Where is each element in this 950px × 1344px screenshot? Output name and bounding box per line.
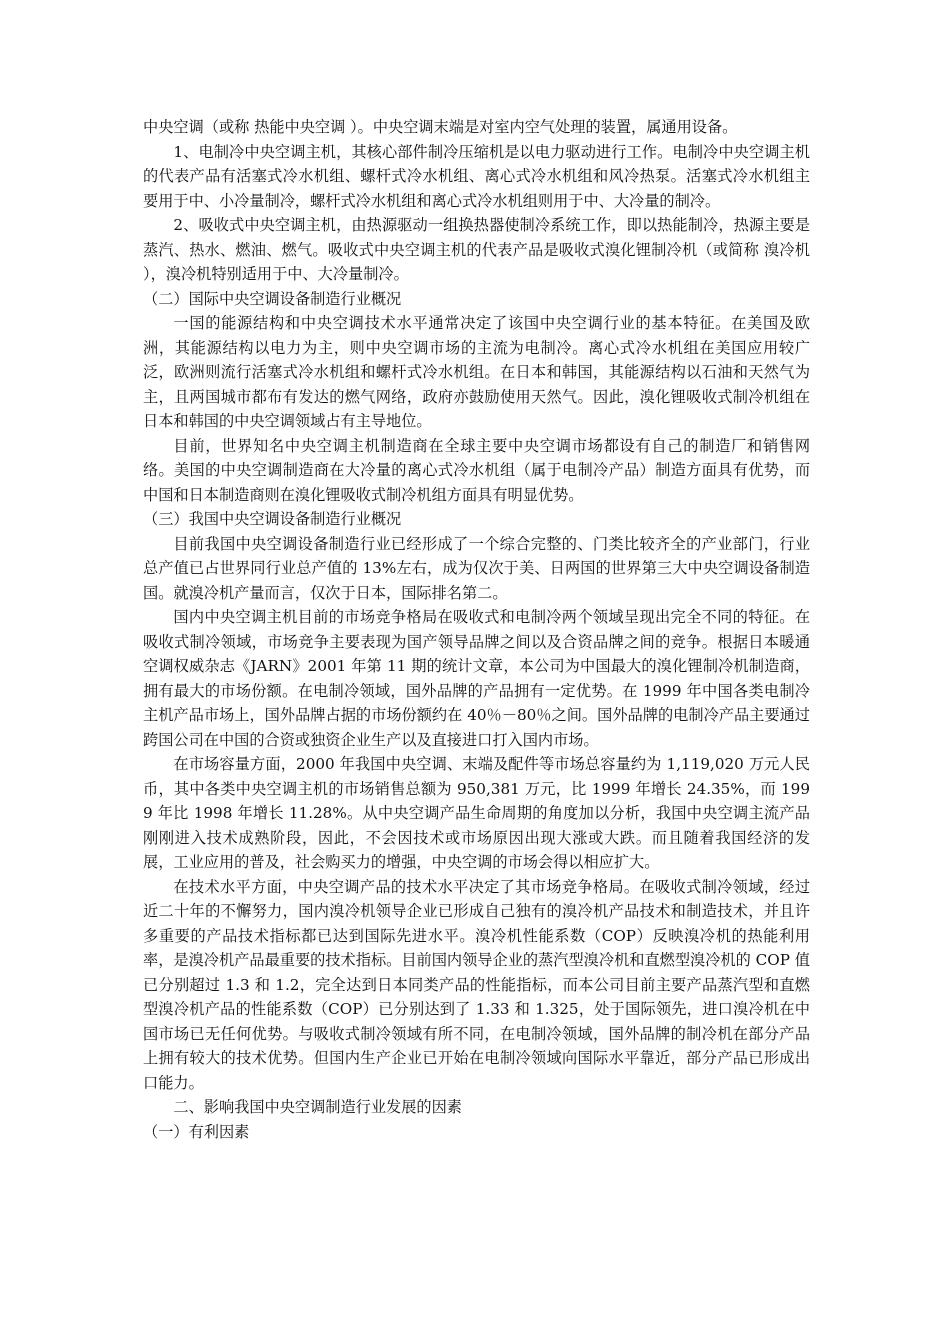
document-page xyxy=(143,115,810,1144)
paragraph-domestic-industry: 目前我国中央空调设备制造行业已经形成了一个综合完整的、门类比较齐全的产业部门，行业总产值已占世界同行业总产值的 13%左右，成为仅次于美、日两国的世界第三大中央空调设备制造国。就溴冷机产量而言，仅次于日本，国际排名第二。 xyxy=(143,534,810,602)
paragraph-global-manufacturers: 目前，世界知名中央空调主机制造商在全球主要中央空调市场都设有自己的制造厂和销售网络。美国的中央空调制造商在大冷量的离心式冷水机组（属于电制冷产品）制造方面具有优势，而中国和日本制造商则在溴化锂吸收式制冷机组方面具有明显优势。 xyxy=(143,436,810,504)
paragraph-central-ac-terminal: 中央空调（或称 热能中央空调 ）。中央空调末端是对室内空气处理的装置，属通用设备。 xyxy=(143,118,738,136)
paragraph-absorption-chiller: 2、吸收式中央空调主机，由热源驱动一组换热器使制冷系统工作，即以热能制冷，热源主要是蒸汽、热水、燃油、燃气。吸收式中央空调主机的代表产品是吸收式溴化锂制冷机（或简称 溴冷机 ），溴冷机特别适用于中、大冷量制冷。 xyxy=(143,216,810,283)
section-heading-factors: 二、影响我国中央空调制造行业发展的因素 xyxy=(173,1098,462,1116)
section-heading-favorable: （一）有利因素 xyxy=(143,1122,250,1141)
section-heading-domestic: （三）我国中央空调设备制造行业概况 xyxy=(143,510,402,528)
paragraph-energy-structure: 一国的能源结构和中央空调技术水平通常决定了该国中央空调行业的基本特征。在美国及欧洲，其能源结构以电力为主，则中央空调市场的主流为电制冷。离心式冷水机组在美国应用较广泛，欧洲则流行活塞式冷水机组和螺杆式冷水机组。在日本和韩国，其能源结构以石油和天然气为主，且两国城市都布有发达的燃气网络，政府亦鼓励使用天然气。因此，溴化锂吸收式制冷机组在日本和韩国的中央空调领域占有主导地位。 xyxy=(143,314,810,430)
paragraph-market-capacity: 在市场容量方面，2000 年我国中央空调、末端及配件等市场总容量约为 1,119,020 万元人民币，其中各类中央空调主机的市场销售总额为 950,381 万元，比 1999 年增长 24.35%，而 1999 年比 1998 年增长 11.28%。从中央空调产品生命周期的角度加以分析，我国中央空调主流产品刚刚进入技术成熟阶段，因此，不会因技术或市场原因出现大涨或大跌。而且随着我国经济的发展，工业应用的普及，社会购买力的增强，中央空调的市场会得以相应扩大。 xyxy=(143,755,810,871)
paragraph-market-competition: 国内中央空调主机目前的市场竞争格局在吸收式和电制冷两个领域呈现出完全不同的特征。在吸收式制冷领域，市场竞争主要表现为国产领导品牌之间以及合资品牌之间的竞争。根据日本暖通空调权威杂志《JARN》2001 年第 11 期的统计文章，本公司为中国最大的溴化锂制冷机制造商，拥有最大的市场份额。在电制冷领域，国外品牌的产品拥有一定优势。在 1999 年中国各类电制冷主机产品市场上，国外品牌占据的市场份额约在 40％－80％之间。国外品牌的电制冷产品主要通过跨国公司在中国的合资或独资企业生产以及直接进口打入国内市场。 xyxy=(143,608,810,749)
paragraph-electric-chiller: 1、电制冷中央空调主机，其核心部件制冷压缩机是以电力驱动进行工作。电制冷中央空调主机的代表产品有活塞式冷水机组、螺杆式冷水机组、离心式冷水机组和风冷热泵。活塞式冷水机组主要用于中、小冷量制冷，螺杆式冷水机组和离心式冷水机组则用于中、大冷量的制冷。 xyxy=(143,142,810,210)
paragraph-technology-level: 在技术水平方面，中央空调产品的技术水平决定了其市场竞争格局。在吸收式制冷领域，经过近二十年的不懈努力，国内溴冷机领导企业已形成自己独有的溴冷机产品技术和制造技术，并且许多重要的产品技术指标都已达到国际先进水平。溴冷机性能系数（COP）反映溴冷机的热能利用率，是溴冷机产品最重要的技术指标。目前国内领导企业的蒸汽型溴冷机和直燃型溴冷机的 COP 值已分别超过 1.3 和 1.2，完全达到日本同类产品的性能指标，而本公司目前主要产品蒸汽型和直燃型溴冷机产品的性能系数（COP）已分别达到了 1.33 和 1.325，处于国际领先，进口溴冷机在中国市场已无任何优势。与吸收式制冷领域有所不同，在电制冷领域，国外品牌的制冷机在部分产品上拥有较大的技术优势。但国内生产企业已开始在电制冷领域向国际水平靠近，部分产品已形成出口能力。 xyxy=(143,877,810,1092)
section-heading-international: （二）国际中央空调设备制造行业概况 xyxy=(143,289,402,308)
